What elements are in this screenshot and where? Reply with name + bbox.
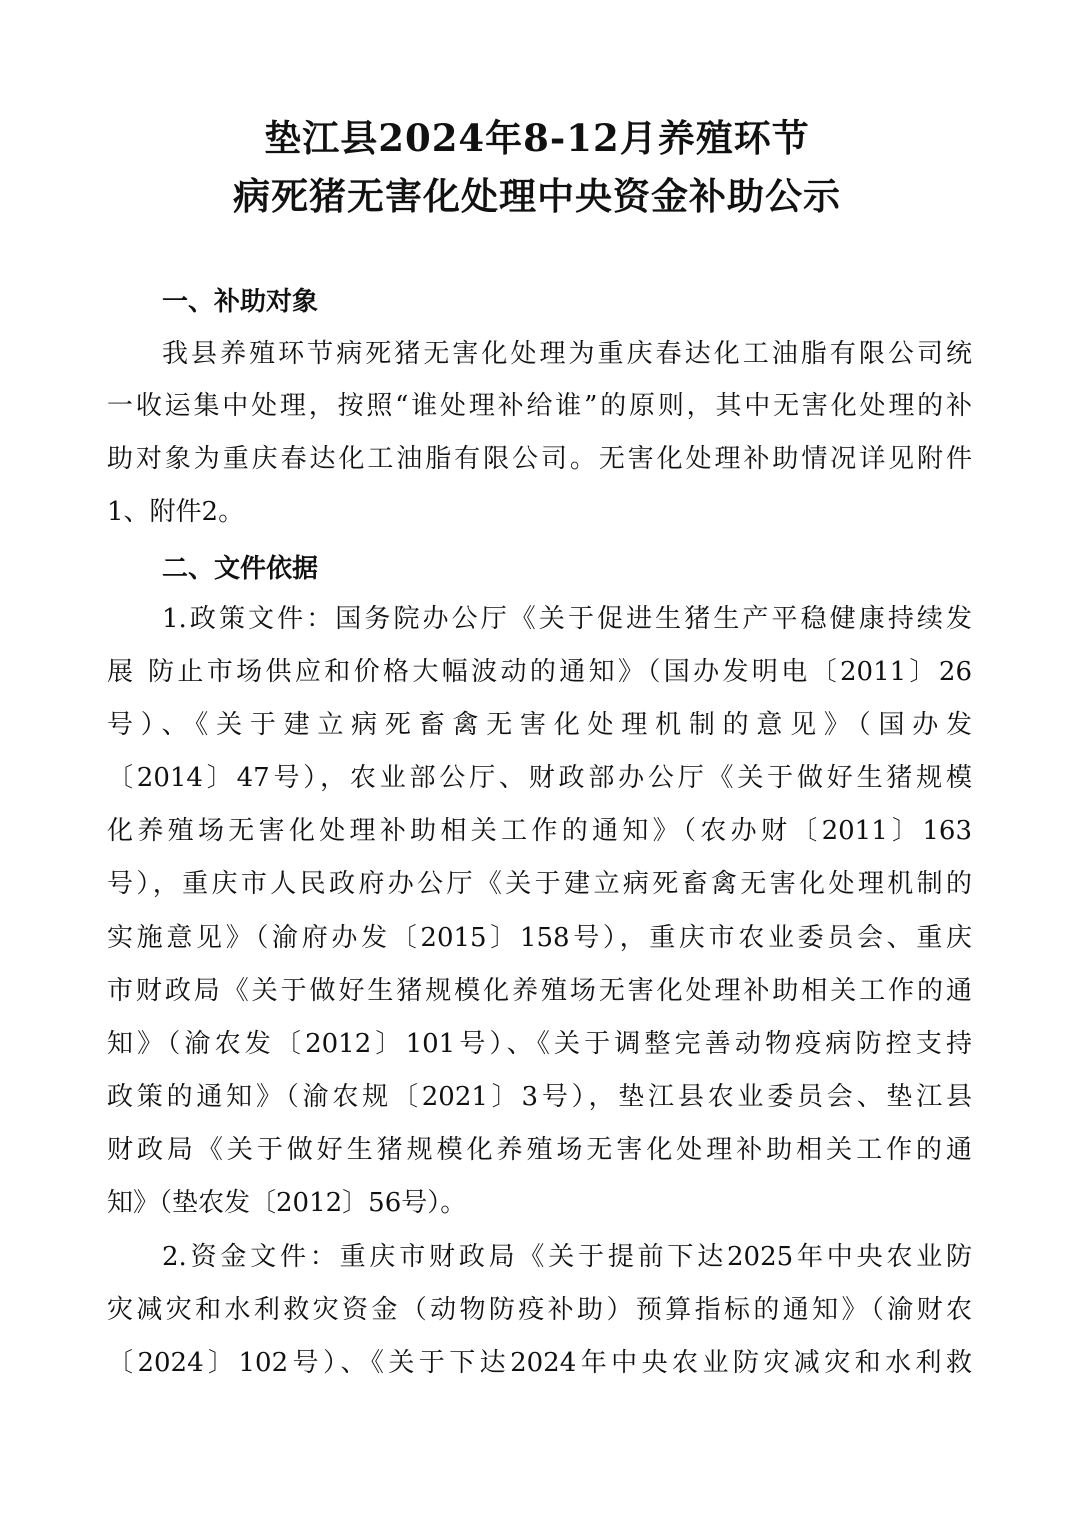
policy-paragraph-line: 号）、《关于建立病死畜禽无害化处理机制的意见》（国办发	[107, 710, 972, 740]
section2-heading: 二、文件依据	[162, 554, 319, 584]
policy-paragraph-line: 展 防止市场供应和价格大幅波动的通知》（国办发明电〔2011〕26	[107, 657, 972, 687]
policy-paragraph-line: 政策的通知》（渝农规〔2021〕3号），垫江县农业委员会、垫江县	[107, 1082, 972, 1112]
funding-paragraph-line: 2.资金文件：重庆市财政局《关于提前下达2025年中央农业防	[162, 1242, 972, 1272]
section1-line: 我县养殖环节病死猪无害化处理为重庆春达化工油脂有限公司统	[162, 339, 972, 369]
policy-paragraph-line: 化养殖场无害化处理补助相关工作的通知》（农办财〔2011〕163	[107, 816, 972, 846]
document-title-line1: 垫江县2024年8-12月养殖环节	[264, 116, 810, 160]
section1-line: 一收运集中处理，按照“谁处理补给谁”的原则，其中无害化处理的补	[107, 391, 972, 421]
funding-paragraph-line: 〔2024〕102号）、《关于下达2024年中央农业防灾减灾和水利救	[107, 1348, 972, 1378]
section1-line: 助对象为重庆春达化工油脂有限公司。无害化处理补助情况详见附件	[107, 444, 972, 474]
policy-paragraph-line: 号），重庆市人民政府办公厅《关于建立病死畜禽无害化处理机制的	[107, 869, 972, 899]
document-title-line2: 病死猪无害化处理中央资金补助公示	[233, 174, 841, 218]
policy-paragraph-line: 〔2014〕47号），农业部公厅、财政部办公厅《关于做好生猪规模	[107, 763, 972, 793]
funding-paragraph-line: 灾减灾和水利救灾资金（动物防疫补助）预算指标的通知》（渝财农	[107, 1295, 972, 1325]
policy-paragraph-line: 实施意见》（渝府办发〔2015〕158号），重庆市农业委员会、重庆	[107, 923, 972, 953]
policy-paragraph-line: 市财政局《关于做好生猪规模化养殖场无害化处理补助相关工作的通	[107, 976, 972, 1006]
policy-paragraph-line: 知》（垫农发〔2012〕56号）。	[107, 1188, 467, 1218]
section1-line: 1、附件2。	[107, 497, 245, 527]
policy-paragraph-line: 知》（渝农发〔2012〕101号）、《关于调整完善动物疫病防控支持	[107, 1029, 972, 1059]
section1-heading: 一、补助对象	[162, 287, 319, 317]
policy-paragraph-line: 财政局《关于做好生猪规模化养殖场无害化处理补助相关工作的通	[107, 1135, 972, 1165]
policy-paragraph-line: 1.政策文件：国务院办公厅《关于促进生猪生产平稳健康持续发	[162, 604, 972, 634]
